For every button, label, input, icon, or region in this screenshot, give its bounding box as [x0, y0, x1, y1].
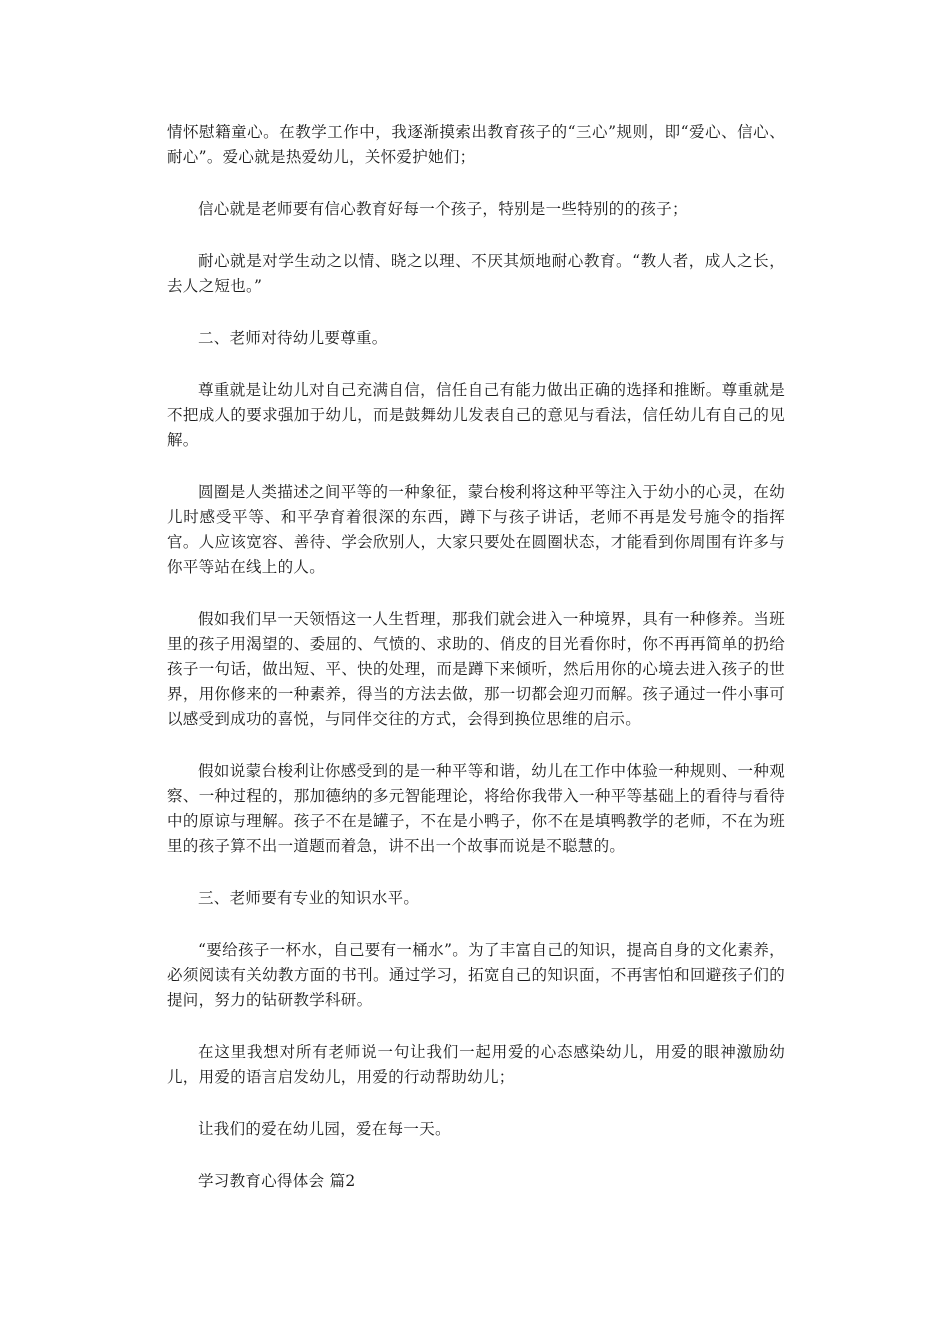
- paragraph-6: 圆圈是人类描述之间平等的一种象征，蒙台梭利将这种平等注入于幼小的心灵，在幼儿时感受平等、和平孕育着很深的东西，蹲下与孩子讲话，老师不再是发号施令的指挥官。人应该宽容、善待、学会欣别人，大家只要处在圆圈状态，才能看到你周围有许多与你平等站在线上的人。: [167, 483, 785, 576]
- paragraph-11: 在这里我想对所有老师说一句让我们一起用爱的心态感染幼儿，用爱的眼神激励幼儿，用爱的语言启发幼儿，用爱的行动帮助幼儿；: [167, 1043, 785, 1086]
- paragraph-7: 假如我们早一天领悟这一人生哲理，那我们就会进入一种境界，具有一种修养。当班里的孩子用渴望的、委屈的、气愤的、求助的、俏皮的目光看你时，你不再再简单的扔给孩子一句话，做出短、平、快的处理，而是蹲下来倾听，然后用你的心境去进入孩子的世界，用你修来的一种素养，得当的方法去做，那一切都会迎刃而解。孩子通过一件小事可以感受到成功的喜悦，与同伴交往的方式，会得到换位思维的启示。: [167, 610, 785, 728]
- section-heading-2: 二、老师对待幼儿要尊重。: [198, 329, 388, 347]
- paragraph-2: 信心就是老师要有信心教育好每一个孩子，特别是一些特别的的孩子；: [198, 200, 688, 218]
- paragraph-5: 尊重就是让幼儿对自己充满自信，信任自己有能力做出正确的选择和推断。尊重就是不把成人的要求强加于幼儿，而是鼓舞幼儿发表自己的意见与看法，信任幼儿有自己的见解。: [167, 381, 785, 449]
- paragraph-12: 让我们的爱在幼儿园，爱在每一天。: [198, 1120, 451, 1138]
- paragraph-8: 假如说蒙台梭利让你感受到的是一种平等和谐，幼儿在工作中体验一种规则、一种观察、一种过程的，那加德纳的多元智能理论，将给你我带入一种平等基础上的看待与看待中的原谅与理解。孩子不在是罐子，不在是小鸭子，你不在是填鸭教学的老师，不在为班里的孩子算不出一道题而着急，讲不出一个故事而说是不聪慧的。: [167, 762, 785, 855]
- paragraph-1: 情怀慰籍童心。在教学工作中，我逐渐摸索出教育孩子的“三心”规则，即“爱心、信心、耐心”。爱心就是热爱幼儿，关怀爱护她们；: [167, 123, 785, 166]
- paragraph-3: 耐心就是对学生动之以情、晓之以理、不厌其烦地耐心教育。“教人者，成人之长，去人之短也。”: [167, 252, 785, 295]
- document-body: [167, 120, 785, 1221]
- article-title-part-2: 学习教育心得体会 篇2: [198, 1172, 356, 1190]
- paragraph-10: “要给孩子一杯水，自己要有一桶水”。为了丰富自己的知识，提高自身的文化素养，必须阅读有关幼教方面的书刊。通过学习，拓宽自己的知识面，不再害怕和回避孩子们的提问，努力的钻研教学科研。: [167, 941, 785, 1009]
- section-heading-3: 三、老师要有专业的知识水平。: [198, 889, 420, 907]
